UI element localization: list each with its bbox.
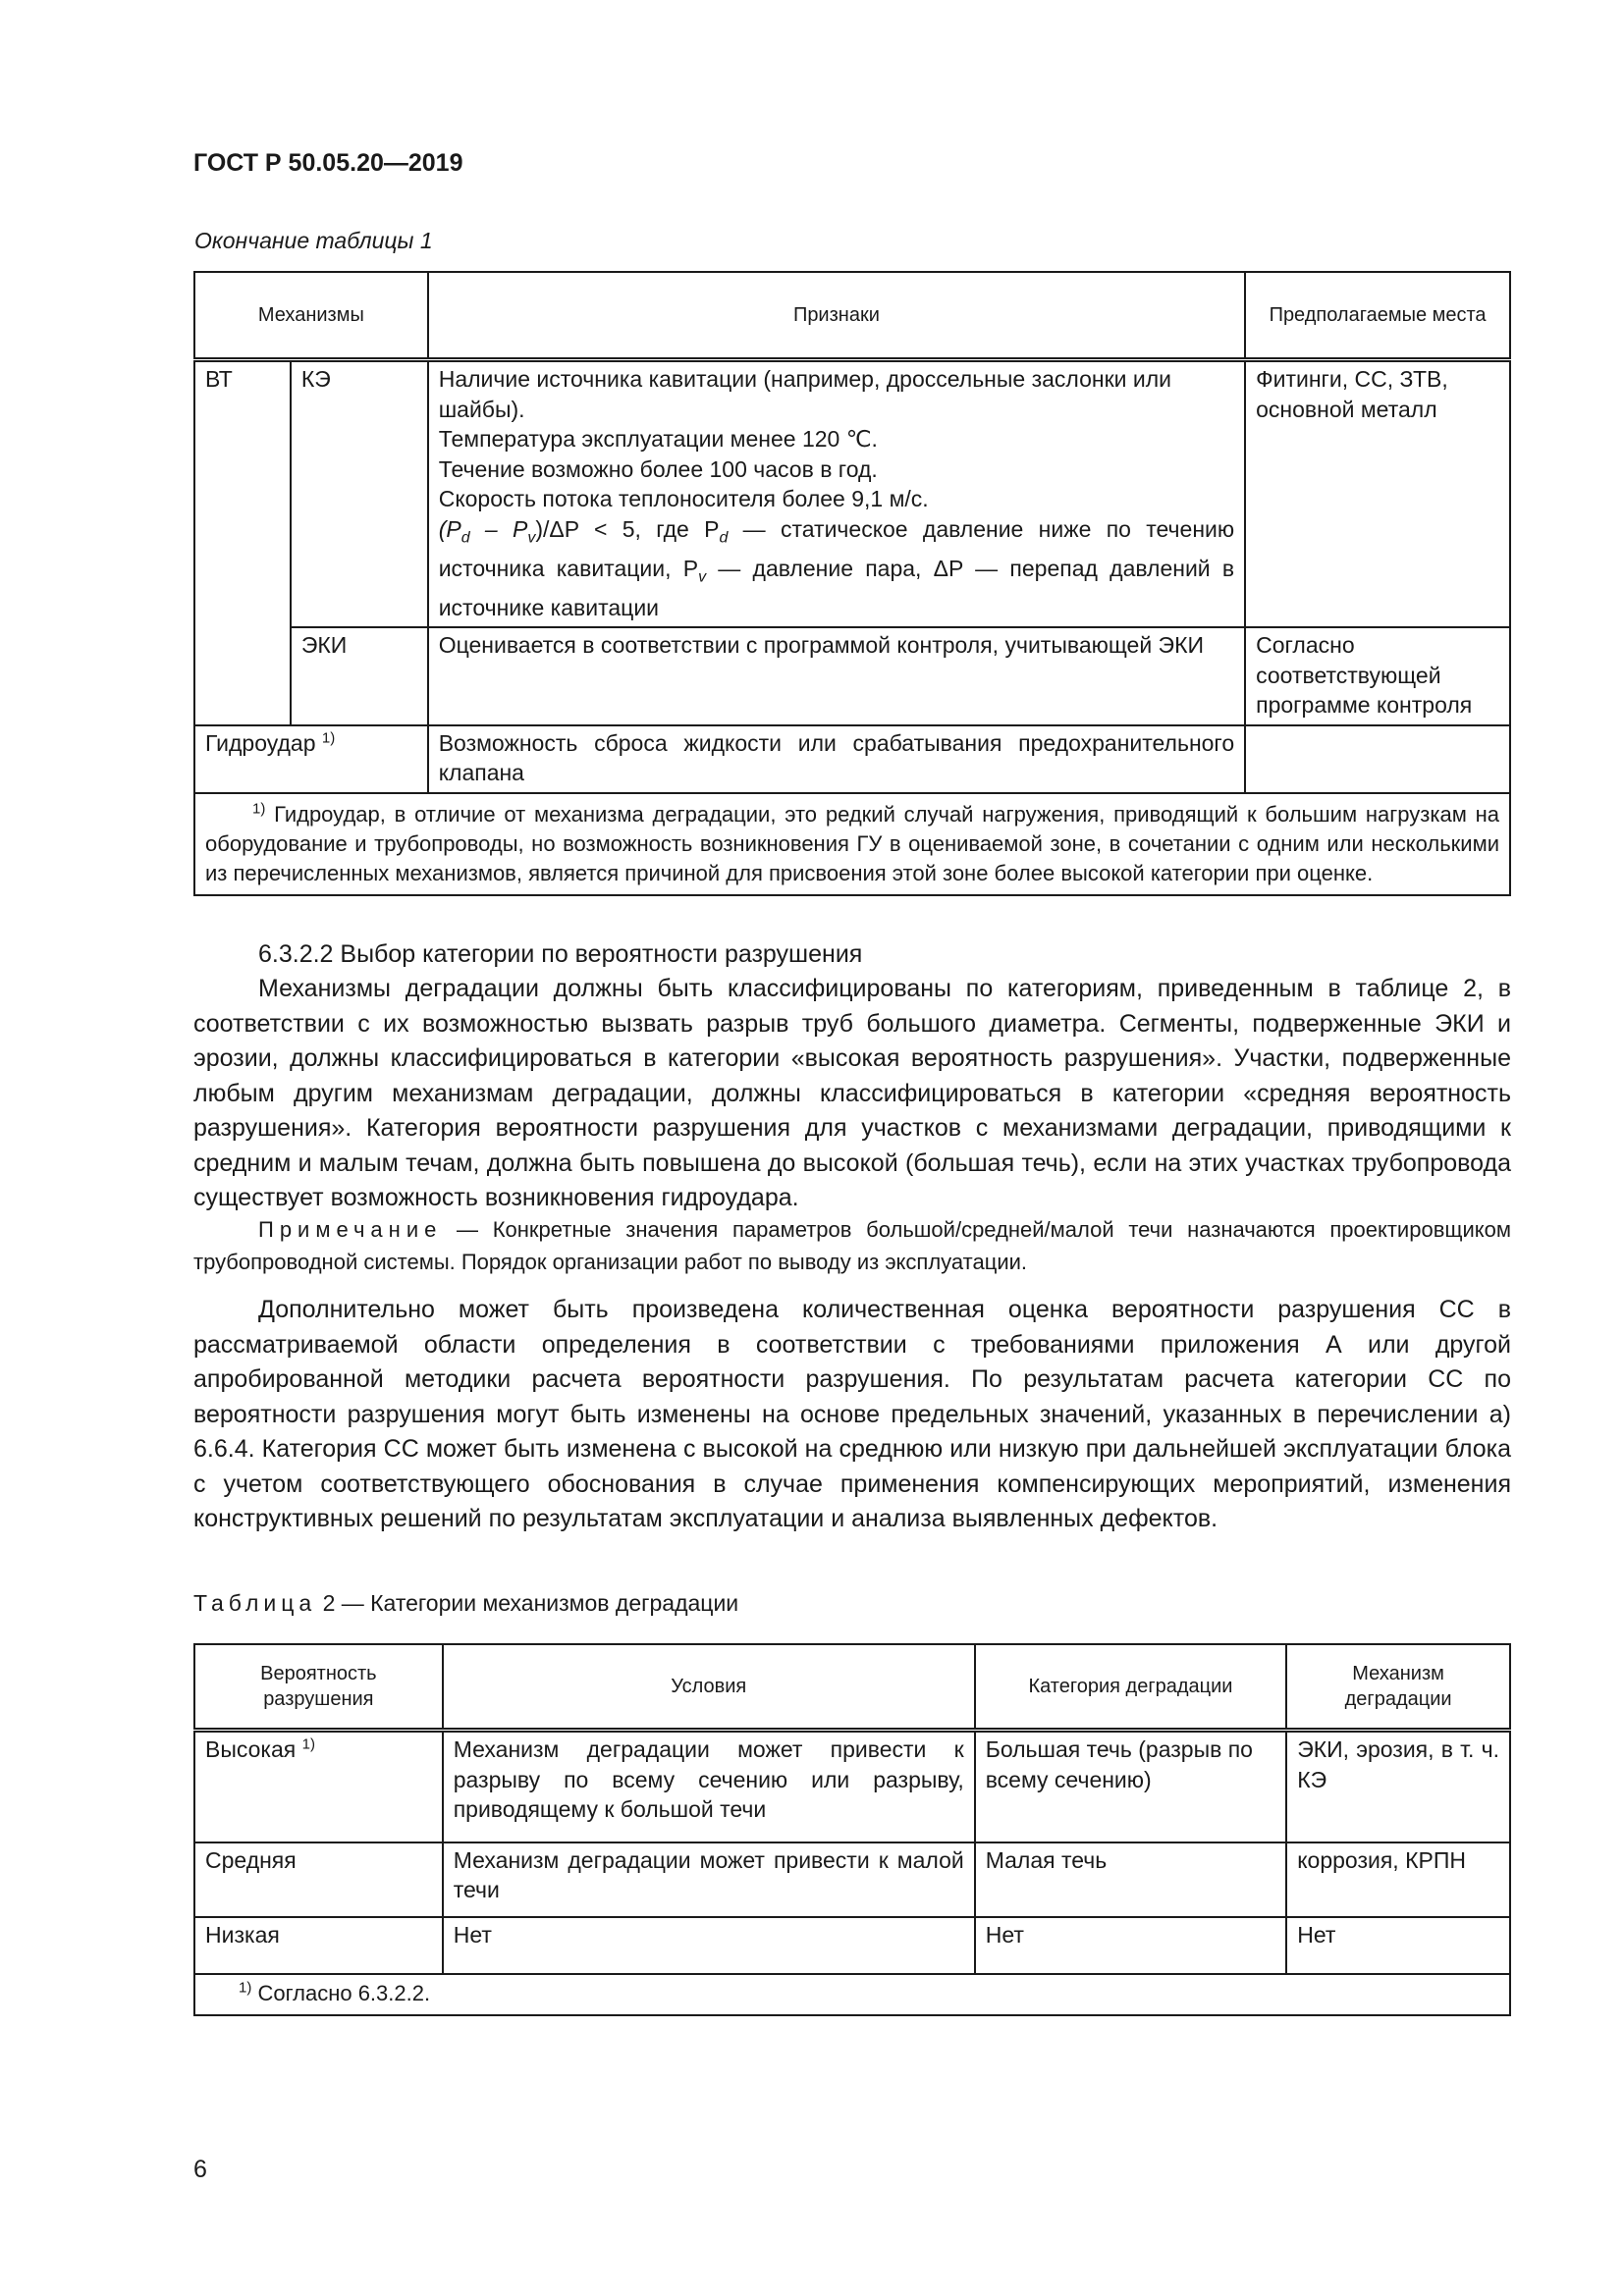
table2: [193, 1643, 1511, 2016]
table1-cell-ke-places: Фитинги, СС, ЗТВ, основной металл: [1245, 360, 1510, 628]
table1-cell-eki: ЭКИ: [291, 627, 428, 725]
table1-cell-ke: КЭ: [291, 360, 428, 628]
sign-line: Течение возможно более 100 часов в год.: [438, 455, 878, 482]
table1-cell-water-hammer-places: [1245, 725, 1510, 793]
table-row: [194, 725, 1510, 793]
table-row: [194, 360, 1510, 628]
table2-cell-category: Нет: [975, 1917, 1287, 1974]
page-number: 6: [193, 2156, 207, 2183]
table2-cell-probability: Высокая $^{1)}$: [194, 1731, 443, 1842]
table2-col-conditions: Условия: [443, 1644, 975, 1731]
footnote-ref: 1): [321, 729, 336, 747]
table1-caption: Окончание таблицы 1: [194, 228, 433, 253]
table2-col-category: Категория деградации: [975, 1644, 1287, 1731]
table2-cell-category: Большая течь (разрыв по всему сечению): [975, 1731, 1287, 1842]
section-paragraph-1: Механизмы деградации должны быть классифицированы по категориям, приведенным в таблице 2, в соответствии с их возможностью вызвать разрыв труб большого диаметра. Сегменты, подверженные ЭКИ и эрозии, должны классифицироваться в категории «высокая вероятность разрушения». Участки, подверженные любым другим механизмам деградации, должны классифицироваться в категории «средняя вероятность разрушения». Категория вероятности разрушения для участков с механизмами деградации, приводящими к средним и малым течам, должна быть повышена до высокой (большая течь), если на этих участках трубопровода существует возможность возникновения гидроудара.: [193, 975, 1511, 1211]
table1: [193, 271, 1511, 896]
sign-line: Температура эксплуатации менее 120 ℃.: [438, 426, 878, 452]
section-heading: 6.3.2.2 Выбор категории по вероятности разрушения: [258, 940, 863, 968]
table1-cell-eki-places: Согласно соответствующей программе контроля: [1245, 627, 1510, 725]
section-paragraph-2: Дополнительно может быть произведена количественная оценка вероятности разрушения СС в рассматриваемой области определения в соответствии с требованиями приложения А или другой апробированной методики расчета вероятности разрушения. По результатам расчета категории СС по вероятности разрушения могут быть изменены на основе предельных значений, указанных в перечислении а) 6.6.4. Категория СС может быть изменена с высокой на среднюю или низкую при дальнейшей эксплуатации блока с учетом соответствующего обоснования в случае применения компенсирующих мероприятий, изменения конструктивных решений по результатам эксплуатации и анализа выявленных дефектов.: [193, 1296, 1511, 1532]
table1-col-signs: Признаки: [428, 272, 1245, 360]
document-header: ГОСТ Р 50.05.20—2019: [193, 149, 463, 177]
table2-footnote-row: [194, 1974, 1510, 2016]
table2-cell-probability: Средняя: [194, 1842, 443, 1917]
table-row: [194, 627, 1510, 725]
table1-cell-water-hammer-sign: Возможность сброса жидкости или срабатывания предохранительного клапана: [428, 725, 1245, 793]
table2-col-mechanism: Механизм деградации: [1286, 1644, 1510, 1731]
table1-footnote-row: [194, 793, 1510, 895]
table2-cell-conditions: Механизм деградации может привести к разрыву по всему сечению или разрыву, приводящему к большой течи: [443, 1731, 975, 1842]
table-row: [194, 1731, 1510, 1842]
table2-cell-conditions: Механизм деградации может привести к малой течи: [443, 1842, 975, 1917]
table1-col-mechanisms: Механизмы: [194, 272, 428, 360]
table1-cell-eki-sign: Оценивается в соответствии с программой контроля, учитывающей ЭКИ: [428, 627, 1245, 725]
table1-cell-water-hammer: Гидроудар $^{1)}$: [194, 725, 428, 793]
table2-caption: Таблица 2 — Категории механизмов деградации: [193, 1590, 739, 1616]
table-row: [194, 1917, 1510, 1974]
table1-header-row: [194, 272, 1510, 360]
table-row: [194, 1842, 1510, 1917]
table1-col-places: Предполагаемые места: [1245, 272, 1510, 360]
table2-cell-category: Малая течь: [975, 1842, 1287, 1917]
sign-line: Скорость потока теплоносителя более 9,1 м/с.: [438, 486, 929, 511]
cavitation-formula: $(P_d - P_v)/\Delta P < 5$, где $P_d$ — статическое давление ниже по течению источника кавитации, $P_v$ — давление пара, ΔP — перепад давлений в источнике кавитации: [438, 515, 1235, 620]
table2-cell-probability: Низкая: [194, 1917, 443, 1974]
table2-cell-mechanism: коррозия, КРПН: [1286, 1842, 1510, 1917]
table2-header-row: [194, 1644, 1510, 1731]
table2-cell-mechanism: Нет: [1286, 1917, 1510, 1974]
sign-line: Наличие источника кавитации (например, дроссельные заслонки или шайбы).: [438, 366, 1172, 422]
table1-cell-bt: ВТ: [194, 360, 291, 725]
table1-footnote: $^{1)}$ Гидроудар, в отличие от механизма деградации, это редкий случай нагружения, приводящий к большим нагрузкам на оборудование и трубопроводы, но возможность возникновения ГУ в оцениваемой зоне, в сочетании с одним или несколькими из перечисленных механизмов, является причиной для присвоения этой зоне более высокой категории при оценке.: [194, 793, 1510, 895]
table2-cell-mechanism: ЭКИ, эрозия, в т. ч. КЭ: [1286, 1731, 1510, 1842]
table1-cell-ke-signs: [428, 360, 1245, 628]
section-note: Примечание — Конкретные значения параметров большой/средней/малой течи назначаются проектировщиком трубопроводной системы. Порядок организации работ по выводу из эксплуатации.: [193, 1217, 1511, 1274]
table2-footnote: $^{1)}$ Согласно 6.3.2.2.: [194, 1974, 1510, 2016]
table2-cell-conditions: Нет: [443, 1917, 975, 1974]
table2-col-probability: Вероятность разрушения: [194, 1644, 443, 1731]
